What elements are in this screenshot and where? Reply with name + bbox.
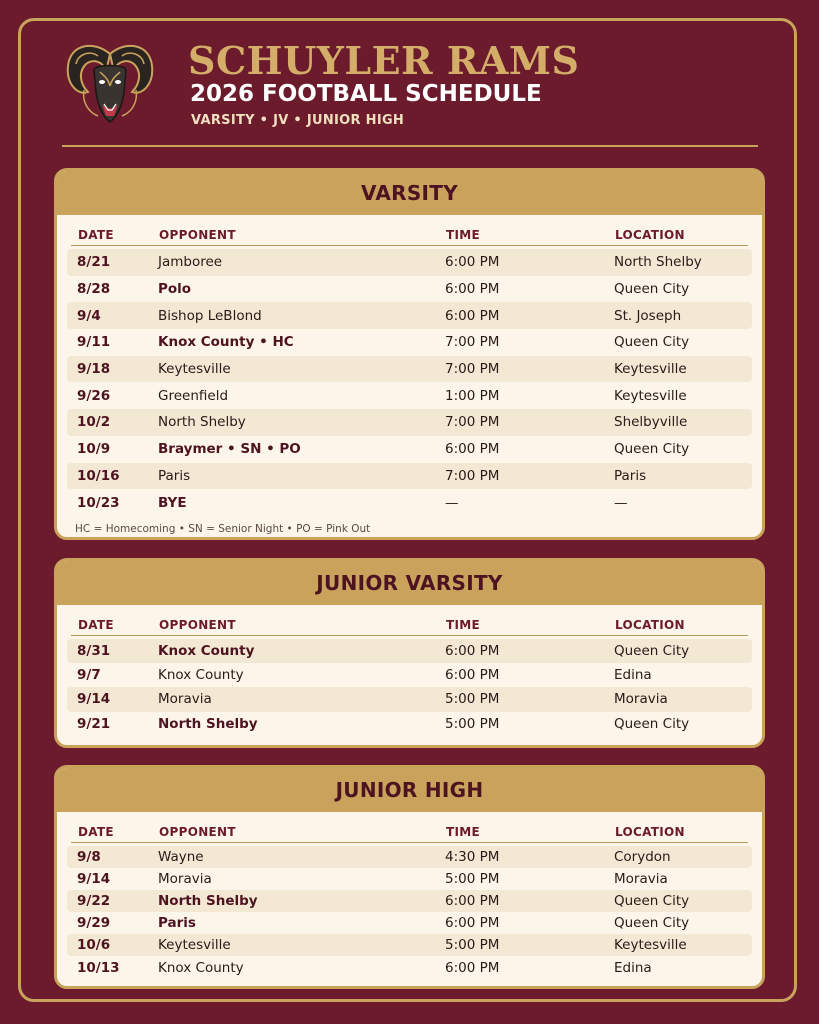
- game-location: Queen City: [614, 334, 690, 351]
- table-row: [67, 934, 752, 956]
- game-location: Shelbyville: [614, 414, 688, 431]
- table-row: [67, 663, 752, 687]
- game-date: 9/26: [77, 387, 111, 404]
- game-location: Paris: [614, 467, 647, 484]
- table-row: [67, 249, 752, 276]
- column-date: DATE: [78, 228, 114, 242]
- game-date: 9/22: [77, 893, 111, 910]
- game-opponent: Knox County • HC: [158, 334, 294, 351]
- game-location: St. Joseph: [614, 307, 682, 324]
- jv-rows: [67, 639, 752, 736]
- game-location: Queen City: [614, 915, 690, 932]
- column-opponent: OPPONENT: [159, 228, 236, 242]
- table-row: [67, 276, 752, 303]
- game-opponent: Paris: [158, 915, 196, 932]
- table-row: [67, 639, 752, 663]
- game-location: Queen City: [614, 643, 690, 660]
- game-time: 6:00 PM: [445, 643, 500, 660]
- jv-card-header: [57, 561, 762, 605]
- game-time: —: [445, 494, 459, 511]
- table-row: [67, 687, 752, 711]
- game-opponent: North Shelby: [158, 893, 258, 910]
- table-row: [67, 356, 752, 383]
- column-time: TIME: [446, 618, 480, 632]
- game-opponent: Polo: [158, 281, 192, 298]
- game-date: 10/6: [77, 937, 111, 954]
- game-date: 10/23: [77, 494, 120, 511]
- game-opponent: Moravia: [158, 691, 212, 708]
- team-title: SCHUYLER RAMS: [188, 38, 580, 83]
- header: [60, 36, 760, 148]
- game-date: 10/16: [77, 467, 120, 484]
- jh-rows: [67, 846, 752, 979]
- game-time: 6:00 PM: [445, 915, 500, 932]
- game-time: 5:00 PM: [445, 937, 500, 954]
- game-opponent: Bishop LeBlond: [158, 307, 262, 324]
- column-opponent: OPPONENT: [159, 825, 236, 839]
- game-time: 6:00 PM: [445, 254, 500, 271]
- varsity-column-headers: [71, 215, 748, 246]
- game-date: 10/9: [77, 441, 111, 458]
- header-divider: [62, 145, 758, 147]
- table-row: [67, 912, 752, 934]
- jv-card: [54, 558, 765, 748]
- table-row: [67, 409, 752, 436]
- game-date: 8/28: [77, 281, 111, 298]
- game-date: 9/29: [77, 915, 111, 932]
- varsity-title: VARSITY: [360, 181, 459, 205]
- table-row: [67, 846, 752, 868]
- game-date: 8/31: [77, 643, 111, 660]
- schedule-subtitle: 2026 FOOTBALL SCHEDULE: [190, 81, 542, 107]
- game-time: 7:00 PM: [445, 361, 500, 378]
- table-row: [67, 890, 752, 912]
- table-row: [67, 489, 752, 516]
- column-location: LOCATION: [615, 618, 685, 632]
- game-date: 9/11: [77, 334, 111, 351]
- game-time: 1:00 PM: [445, 387, 500, 404]
- game-location: Keytesville: [614, 937, 687, 954]
- table-row: [67, 712, 752, 736]
- jh-title: JUNIOR HIGH: [335, 778, 484, 802]
- column-time: TIME: [446, 228, 480, 242]
- game-time: 6:00 PM: [445, 667, 500, 684]
- game-opponent: Keytesville: [158, 937, 231, 954]
- game-location: Keytesville: [614, 387, 687, 404]
- game-date: 9/18: [77, 361, 111, 378]
- jh-card: [54, 765, 765, 989]
- game-date: 10/13: [77, 959, 120, 976]
- game-date: 9/21: [77, 715, 111, 732]
- game-opponent: BYE: [158, 494, 187, 511]
- jh-column-headers: [71, 812, 748, 843]
- column-date: DATE: [78, 618, 114, 632]
- table-row: [67, 463, 752, 490]
- game-opponent: North Shelby: [158, 715, 258, 732]
- column-time: TIME: [446, 825, 480, 839]
- game-opponent: Braymer • SN • PO: [158, 441, 301, 458]
- game-opponent: Knox County: [158, 643, 255, 660]
- column-location: LOCATION: [615, 825, 685, 839]
- game-location: Keytesville: [614, 361, 687, 378]
- game-date: 9/14: [77, 691, 111, 708]
- game-time: 7:00 PM: [445, 467, 500, 484]
- game-opponent: Knox County: [158, 667, 244, 684]
- game-location: Moravia: [614, 871, 668, 888]
- game-location: Queen City: [614, 441, 690, 458]
- jv-column-headers: [71, 605, 748, 636]
- game-time: 5:00 PM: [445, 715, 500, 732]
- game-opponent: Moravia: [158, 871, 212, 888]
- game-date: 9/8: [77, 849, 101, 866]
- table-row: [67, 329, 752, 356]
- game-opponent: Keytesville: [158, 361, 231, 378]
- game-opponent: Knox County: [158, 959, 244, 976]
- table-row: [67, 956, 752, 978]
- levels-line: VARSITY • JV • JUNIOR HIGH: [191, 113, 405, 128]
- varsity-card-header: [57, 171, 762, 215]
- game-time: 6:00 PM: [445, 893, 500, 910]
- game-location: Corydon: [614, 849, 671, 866]
- game-time: 6:00 PM: [445, 959, 500, 976]
- game-time: 4:30 PM: [445, 849, 500, 866]
- game-time: 6:00 PM: [445, 307, 500, 324]
- game-date: 9/4: [77, 307, 101, 324]
- game-date: 10/2: [77, 414, 111, 431]
- game-opponent: North Shelby: [158, 414, 246, 431]
- game-date: 9/14: [77, 871, 111, 888]
- varsity-card: [54, 168, 765, 540]
- table-row: [67, 302, 752, 329]
- table-row: [67, 382, 752, 409]
- game-opponent: Wayne: [158, 849, 204, 866]
- game-location: —: [614, 494, 628, 511]
- jv-title: JUNIOR VARSITY: [316, 571, 503, 595]
- jh-card-header: [57, 768, 762, 812]
- game-opponent: Greenfield: [158, 387, 229, 404]
- column-location: LOCATION: [615, 228, 685, 242]
- table-row: [67, 436, 752, 463]
- game-opponent: Paris: [158, 467, 191, 484]
- ram-logo-icon: [64, 40, 156, 126]
- game-location: Edina: [614, 667, 652, 684]
- game-location: Edina: [614, 959, 652, 976]
- game-time: 6:00 PM: [445, 441, 500, 458]
- game-location: North Shelby: [614, 254, 702, 271]
- game-time: 7:00 PM: [445, 414, 500, 431]
- game-time: 5:00 PM: [445, 691, 500, 708]
- game-location: Queen City: [614, 281, 690, 298]
- varsity-rows: [67, 249, 752, 516]
- column-opponent: OPPONENT: [159, 618, 236, 632]
- game-opponent: Jamboree: [158, 254, 223, 271]
- game-time: 5:00 PM: [445, 871, 500, 888]
- game-date: 8/21: [77, 254, 111, 271]
- game-location: Moravia: [614, 691, 668, 708]
- game-location: Queen City: [614, 893, 690, 910]
- game-date: 9/7: [77, 667, 101, 684]
- column-date: DATE: [78, 825, 114, 839]
- game-time: 6:00 PM: [445, 281, 500, 298]
- game-time: 7:00 PM: [445, 334, 500, 351]
- table-row: [67, 868, 752, 890]
- game-location: Queen City: [614, 715, 690, 732]
- varsity-legend: HC = Homecoming • SN = Senior Night • PO = Pink Out: [75, 522, 371, 535]
